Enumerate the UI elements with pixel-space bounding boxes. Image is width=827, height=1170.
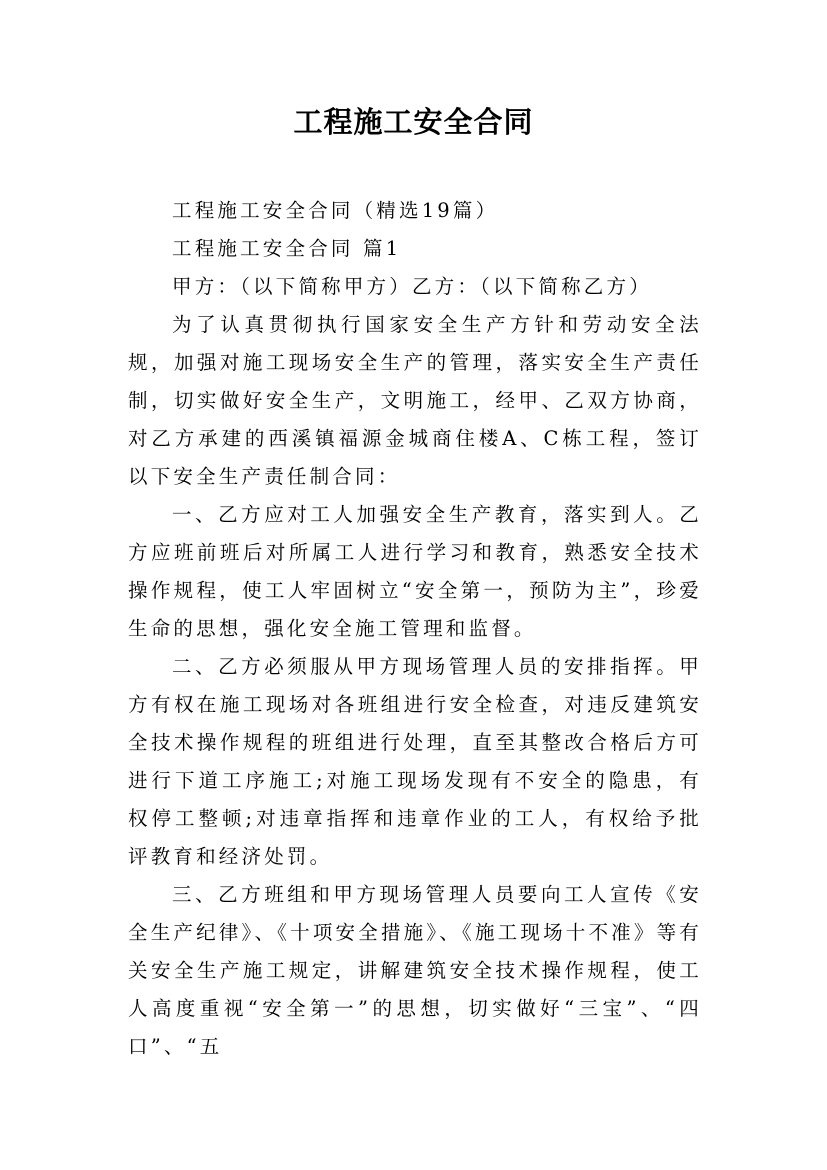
document-body xyxy=(128,192,702,1066)
paragraph-clause-2: 二、乙方必须服从甲方现场管理人员的安排指挥。甲方有权在施工现场对各班组进行安全检查，对违反建筑安全技术操作规程的班组进行处理，直至其整改合格后方可进行下道工序施工;对施工现场发现有不安全的隐患，有权停工整顿;对违章指挥和违章作业的工人，有权给予批评教育和经济处罚。 xyxy=(128,655,702,868)
paragraph-clause-1: 一、乙方应对工人加强安全生产教育，落实到人。乙方应班前班后对所属工人进行学习和教育，熟悉安全技术操作规程，使工人牢固树立“安全第一，预防为主”，珍爱生命的思想，强化安全施工管理和监督。 xyxy=(128,503,702,640)
paragraph-subtitle: 工程施工安全合同（精选19篇） xyxy=(172,199,499,222)
paragraph-preamble: 为了认真贯彻执行国家安全生产方针和劳动安全法规，加强对施工现场安全生产的管理，落实安全生产责任制，切实做好安全生产，文明施工，经甲、乙双方协商，对乙方承建的西溪镇福源金城商住楼A、C栋工程，签订以下安全生产责任制合同： xyxy=(128,313,702,488)
paragraph-clause-3: 三、乙方班组和甲方现场管理人员要向工人宣传《安全生产纪律》、《十项安全措施》、《施工现场十不准》等有关安全生产施工规定，讲解建筑安全技术操作规程，使工人高度重视“安全第一”的思想，切实做好“三宝”、“四口”、“五 xyxy=(128,883,702,1058)
document-title: 工程施工安全合同 xyxy=(293,105,534,139)
paragraph-parties: 甲方：（以下简称甲方）乙方：（以下简称乙方） xyxy=(172,275,652,298)
paragraph-section-heading: 工程施工安全合同 篇1 xyxy=(172,237,402,260)
